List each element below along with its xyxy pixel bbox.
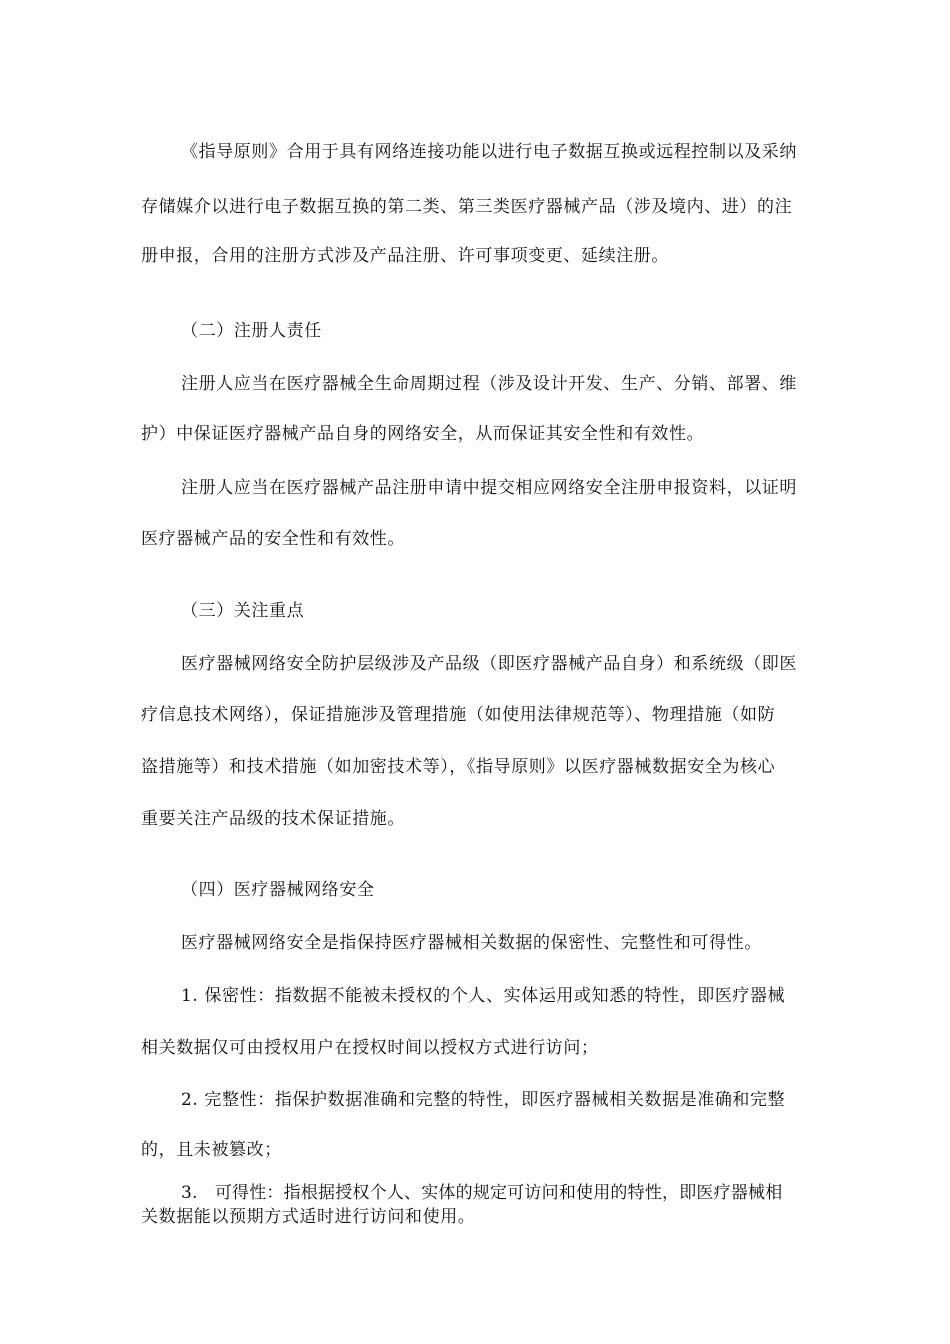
scope-line-2: 存储媒介以进行电子数据互换的第二类、第三类医疗器械产品（涉及境内、进）的注 (141, 197, 793, 217)
focus-line-1: 医疗器械网络安全防护层级涉及产品级（即医疗器械产品自身）和系统级（即医 (181, 654, 797, 674)
scope-line-3: 册申报，合用的注册方式涉及产品注册、许可事项变更、延续注册。 (141, 246, 669, 266)
item3-line-2: 关数据能以预期方式适时进行访问和使用。 (141, 1207, 476, 1227)
security-intro: 医疗器械网络安全是指保持医疗器械相关数据的保密性、完整性和可得性。 (181, 933, 762, 953)
registrant-heading: （二）注册人责任 (181, 321, 322, 341)
focus-line-2: 疗信息技术网络），保证措施涉及管理措施（如使用法律规范等）、物理措施（如防 (141, 705, 776, 725)
registrant-p1-line-1: 注册人应当在医疗器械全生命周期过程（涉及设计开发、生产、分销、部署、维 (181, 374, 797, 394)
focus-line-3: 盗措施等）和技术措施（如加密技术等），《指导原则》以医疗器械数据安全为核心 (141, 757, 776, 777)
focus-line-4: 重要关注产品级的技术保证措施。 (141, 809, 405, 829)
security-heading: （四）医疗器械网络安全 (181, 880, 375, 900)
item1-line-2: 相关数据仅可由授权用户在授权时间以授权方式进行访问； (141, 1038, 599, 1058)
registrant-p2-line-2: 医疗器械产品的安全性和有效性。 (141, 529, 405, 549)
item1-line-1: 1. 保密性：指数据不能被未授权的个人、实体运用或知悉的特性，即医疗器械 (181, 986, 786, 1006)
registrant-p2-line-1: 注册人应当在医疗器械产品注册申请中提交相应网络安全注册申报资料，以证明 (181, 478, 797, 498)
focus-heading: （三）关注重点 (181, 601, 305, 621)
item2-line-2: 的，且未被篡改； (141, 1140, 282, 1160)
item2-line-1: 2. 完整性：指保护数据准确和完整的特性，即医疗器械相关数据是准确和完整 (181, 1090, 786, 1110)
scope-line-1: 《指导原则》合用于具有网络连接功能以进行电子数据互换或远程控制以及采纳 (181, 142, 797, 162)
registrant-p1-line-2: 护）中保证医疗器械产品自身的网络安全，从而保证其安全性和有效性。 (141, 424, 705, 444)
item3-line-1: 3. 可得性：指根据授权个人、实体的规定可访问和使用的特性，即医疗器械相 (181, 1183, 783, 1203)
